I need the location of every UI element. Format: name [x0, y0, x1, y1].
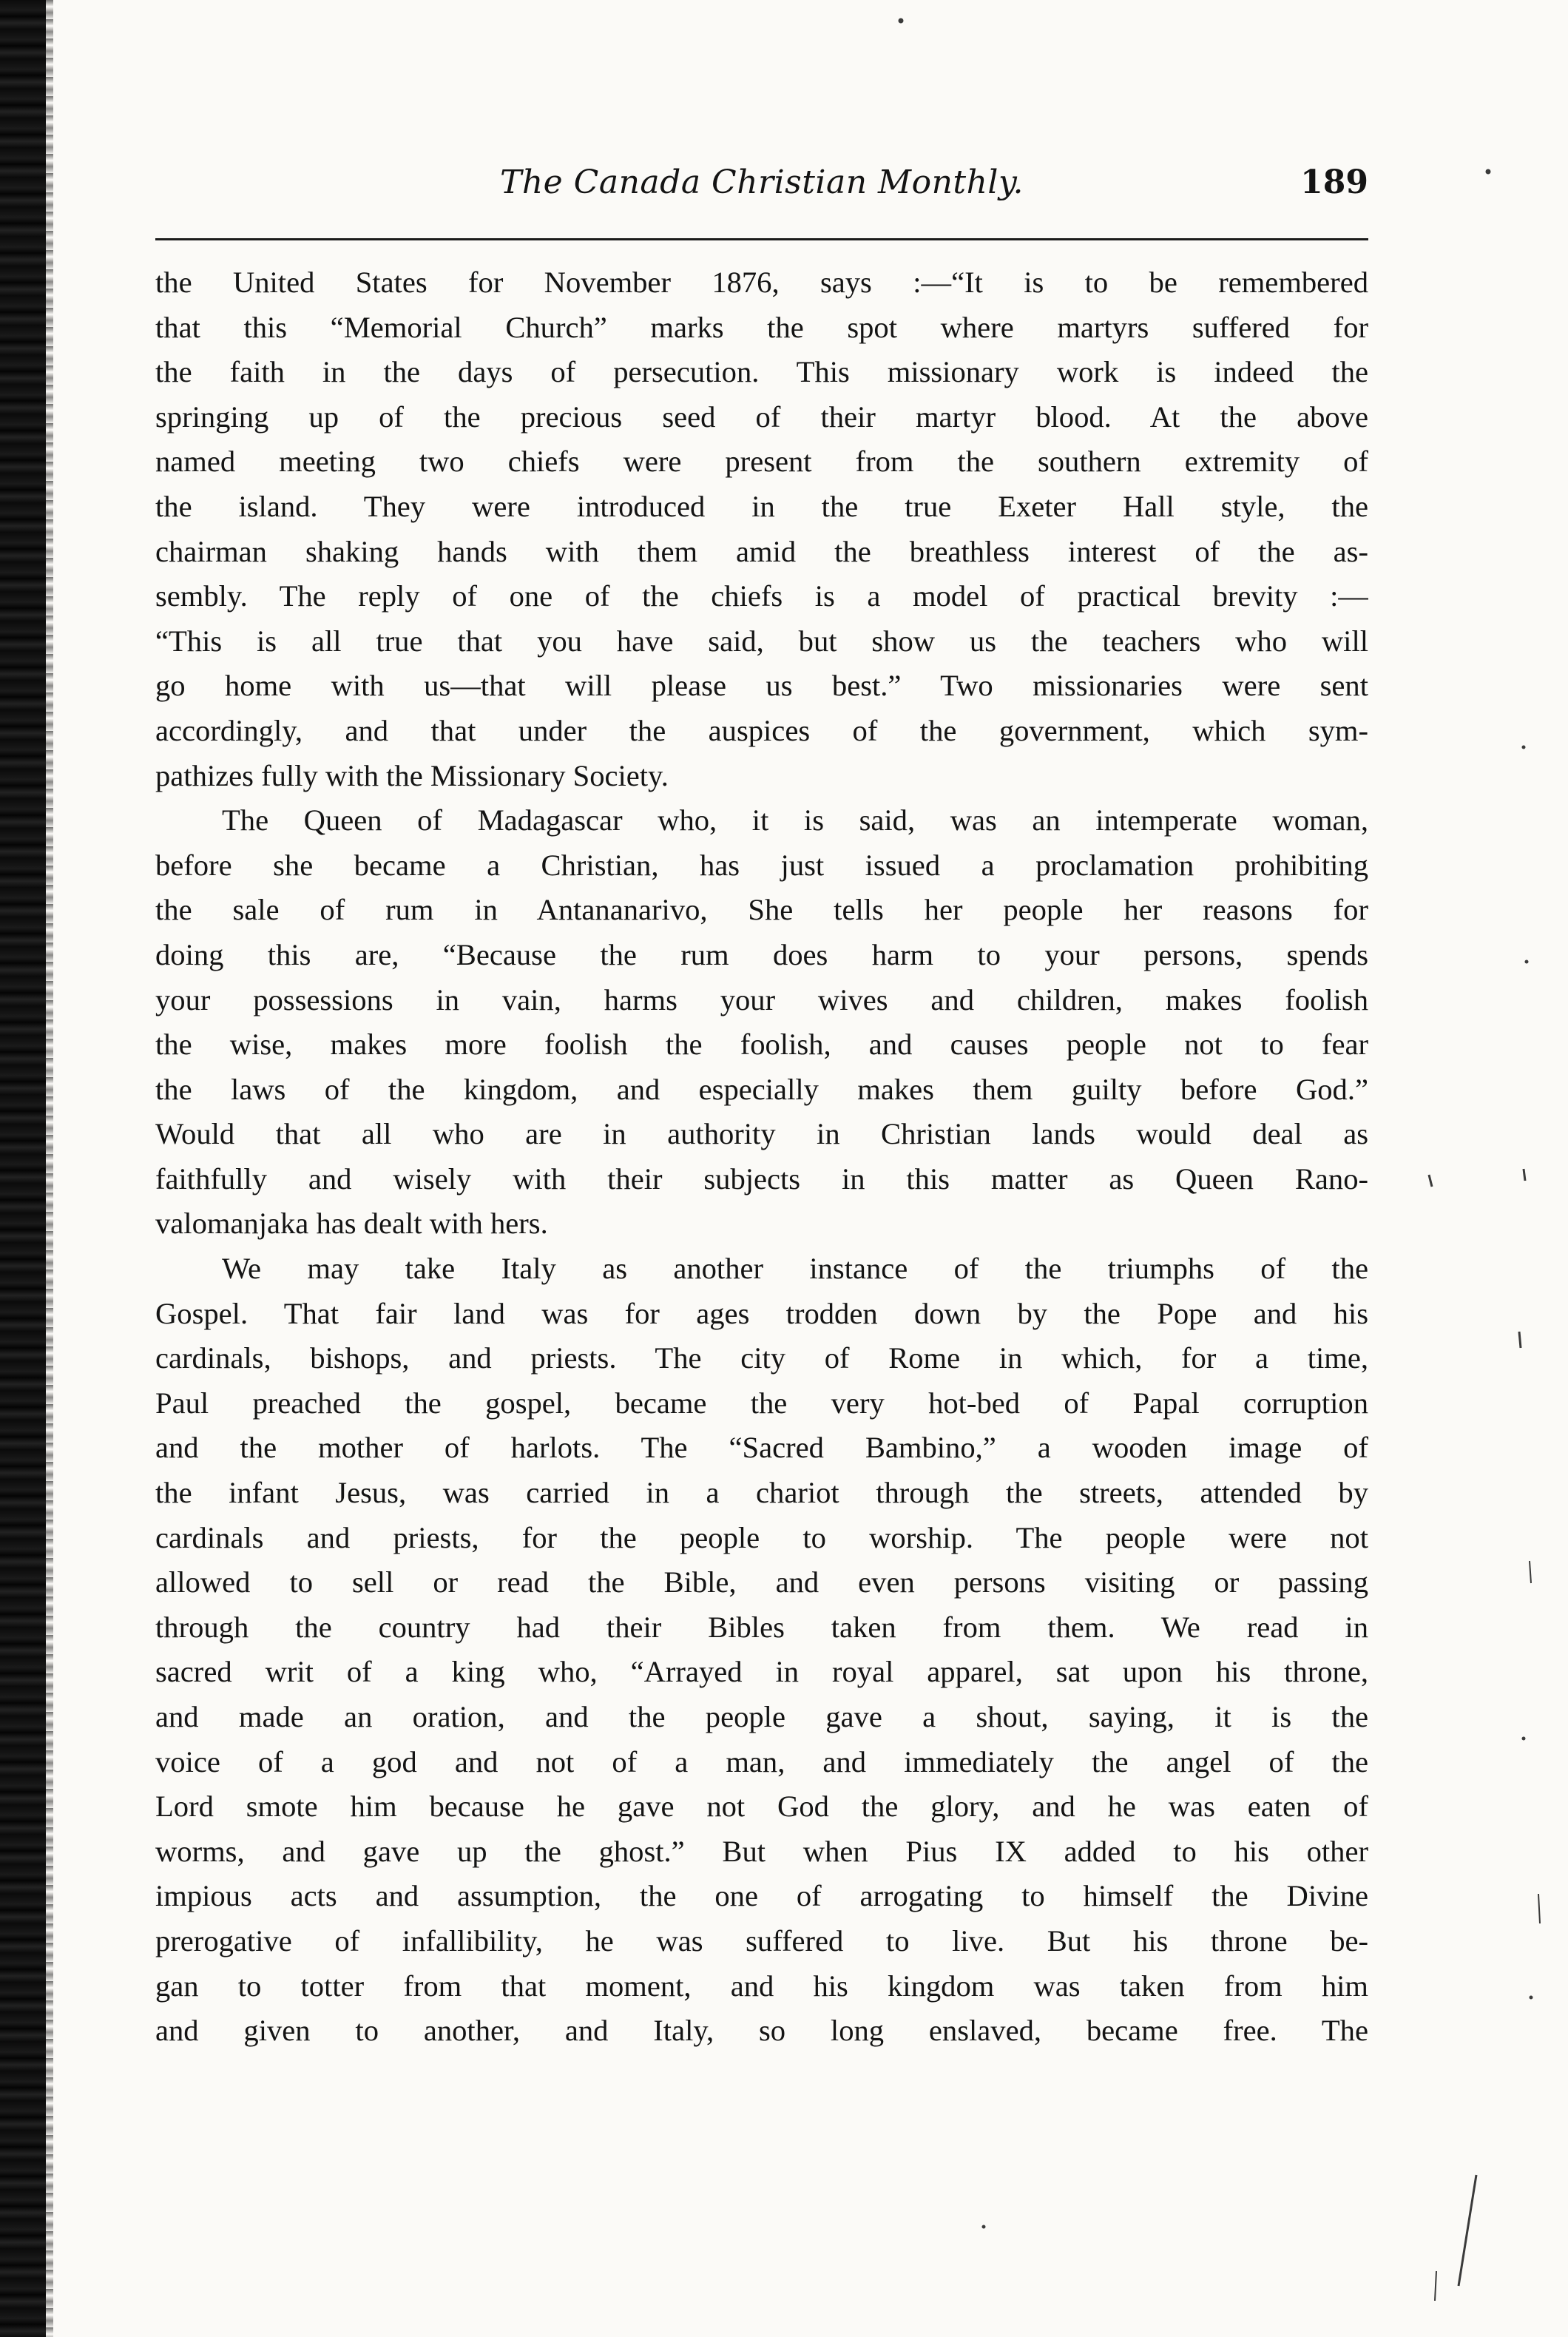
text-line: named meeting two chiefs were present from the southern extremity of: [155, 445, 1368, 479]
text-line: cardinals, bishops, and priests. The city of Rome in which, for a time,: [155, 1341, 1368, 1375]
text-line: sacred writ of a king who, “Arrayed in royal apparel, sat upon his throne,: [155, 1655, 1368, 1689]
page-binding-edge: [0, 0, 46, 2337]
text-line: Lord smote him because he gave not God the glory, and he was eaten of: [155, 1790, 1368, 1824]
text-line: allowed to sell or read the Bible, and even persons visiting or passing: [155, 1565, 1368, 1599]
text-line: go home with us—that will please us best.” Two missionaries were sent: [155, 669, 1368, 703]
text-line: springing up of the precious seed of their martyr blood. At the above: [155, 399, 1368, 434]
text-line: worms, and gave up the ghost.” But when Pius IX added to his other: [155, 1834, 1368, 1868]
text-line: “This is all true that you have said, but show us the teachers who will: [155, 624, 1368, 658]
text-line: valomanjaka has dealt with hers.: [155, 1207, 548, 1241]
text-line: and given to another, and Italy, so long enslaved, became free. The: [155, 2014, 1368, 2048]
page-number: 189: [1300, 163, 1368, 201]
text-line: cardinals and priests, for the people to worship. The people were not: [155, 1520, 1368, 1554]
article-body: [155, 260, 1368, 2054]
text-line: prerogative of infallibility, he was suffered to live. But his throne be-: [155, 1923, 1368, 1957]
paragraph-first-line: We may take Italy as another instance of the triumphs of the: [222, 1252, 1368, 1286]
text-line: Paul preached the gospel, became the very hot-bed of Papal corruption: [155, 1386, 1368, 1420]
text-line: faithfully and wisely with their subjects in this matter as Queen Rano-: [155, 1161, 1368, 1196]
text-line: impious acts and assumption, the one of arrogating to himself the Divine: [155, 1879, 1368, 1913]
text-line: and made an oration, and the people gave a shout, saying, it is the: [155, 1700, 1368, 1733]
text-line: before she became a Christian, has just issued a proclamation prohibiting: [155, 848, 1368, 882]
text-line: the laws of the kingdom, and especially makes them guilty before God.”: [155, 1072, 1368, 1106]
text-line: through the country had their Bibles taken from them. We read in: [155, 1610, 1368, 1644]
text-line: that this “Memorial Church” marks the spot where martyrs suffered for: [155, 310, 1368, 344]
text-line: the island. They were introduced in the true Exeter Hall style, the: [155, 489, 1368, 523]
text-line: Would that all who are in authority in Christian lands would deal as: [155, 1117, 1368, 1151]
running-title: The Canada Christian Monthly.: [499, 163, 1024, 201]
text-line: your possessions in vain, harms your wives and children, makes foolish: [155, 982, 1368, 1016]
text-line: sembly. The reply of one of the chiefs is a model of practical brevity :—: [155, 579, 1368, 613]
text-line: voice of a god and not of a man, and immediately the angel of the: [155, 1744, 1368, 1778]
text-line: the sale of rum in Antananarivo, She tells her people her reasons for: [155, 893, 1368, 927]
text-line: gan to totter from that moment, and his kingdom was taken from him: [155, 1969, 1368, 2003]
text-line: pathizes fully with the Missionary Society.: [155, 758, 669, 792]
text-line: the wise, makes more foolish the foolish, and causes people not to fear: [155, 1028, 1368, 1062]
text-line: Gospel. That fair land was for ages trodden down by the Pope and his: [155, 1296, 1368, 1330]
text-line: doing this are, “Because the rum does harm to your persons, spends: [155, 937, 1368, 971]
header-rule: [155, 238, 1368, 240]
text-line: the United States for November 1876, says :—“It is to be remembered: [155, 266, 1368, 299]
page-header: [155, 157, 1368, 209]
paragraph-first-line: The Queen of Madagascar who, it is said, was an intemperate woman,: [222, 803, 1368, 837]
text-line: chairman shaking hands with them amid the breathless interest of the as-: [155, 534, 1368, 568]
text-line: accordingly, and that under the auspices of the government, which sym-: [155, 713, 1368, 747]
text-line: the faith in the days of persecution. This missionary work is indeed the: [155, 355, 1368, 389]
text-line: the infant Jesus, was carried in a chariot through the streets, attended by: [155, 1476, 1368, 1510]
text-line: and the mother of harlots. The “Sacred Bambino,” a wooden image of: [155, 1431, 1368, 1465]
